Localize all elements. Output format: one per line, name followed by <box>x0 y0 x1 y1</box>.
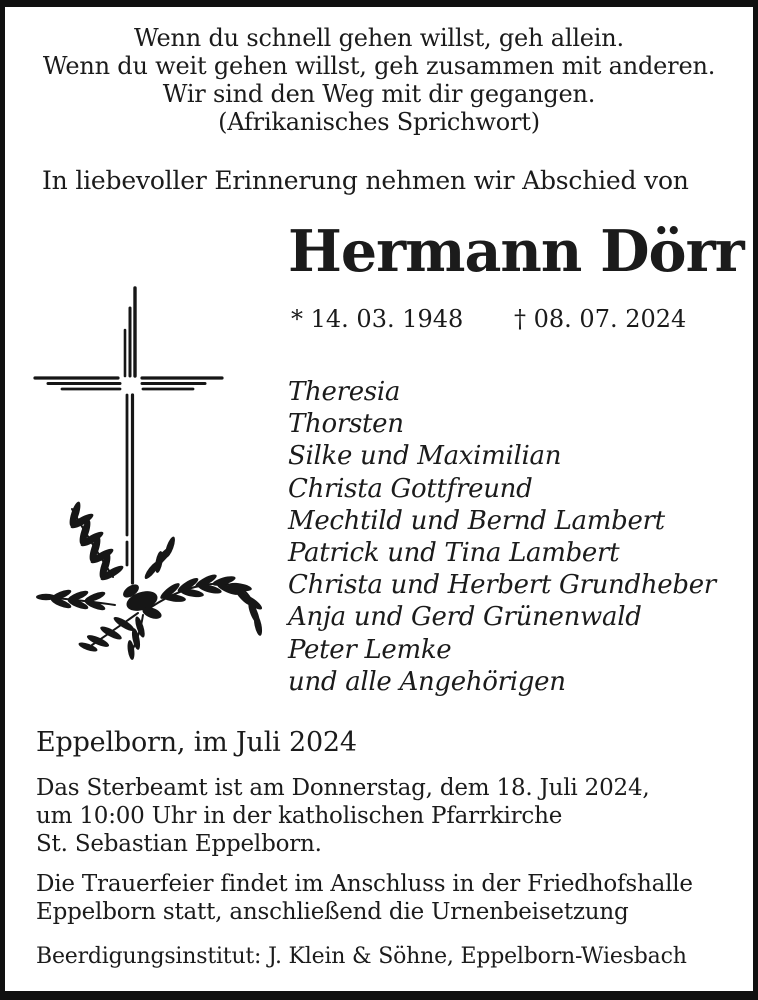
proverb-line: Wenn du schnell gehen willst, geh allein. <box>134 24 624 52</box>
intro-text: In liebevoller Erinnerung nehmen wir Abschied von <box>42 166 689 195</box>
life-dates <box>291 305 731 335</box>
mourner-line: Theresia <box>288 377 401 407</box>
mourner-line: Christa Gottfreund <box>288 473 533 504</box>
funeral-info <box>36 870 693 926</box>
cross-wheat-icon <box>28 283 263 668</box>
place-and-date: Eppelborn, im Juli 2024 <box>36 727 357 758</box>
mourner-line: Anja und Gerd Grünenwald <box>288 602 642 633</box>
proverb-block <box>0 24 758 136</box>
mourner-line: Patrick und Tina Lambert <box>288 538 620 569</box>
mourner-line: Peter Lemke <box>288 634 452 665</box>
undertaker-info: Beerdigungsinstitut: J. Klein & Söhne, Eppelborn-Wiesbach <box>36 944 687 969</box>
service-line: Das Sterbeamt ist am Donnerstag, dem 18. Juli 2024, <box>36 775 650 801</box>
proverb-line: Wenn du weit gehen willst, geh zusammen mit anderen. <box>42 52 716 80</box>
mourners-list <box>288 376 716 698</box>
funeral-line: Eppelborn statt, anschließend die Urnenbeisetzung <box>36 899 629 925</box>
mourner-line: Thorsten <box>288 409 404 440</box>
birth-date: * 14. 03. 1948 <box>291 305 464 333</box>
service-line: St. Sebastian Eppelborn. <box>36 831 322 857</box>
proverb-line: Wir sind den Weg mit dir gegangen. <box>162 80 596 108</box>
mourner-line: Mechtild und Bernd Lambert <box>288 505 665 536</box>
mourner-line: Silke und Maximilian <box>288 441 562 472</box>
death-date: † 08. 07. 2024 <box>514 305 687 333</box>
proverb-attribution: (Afrikanisches Sprichwort) <box>218 108 540 136</box>
service-line: um 10:00 Uhr in der katholischen Pfarrkirche <box>36 803 563 829</box>
deceased-name: Hermann Dörr <box>288 218 744 285</box>
mourner-line: Christa und Herbert Grundheber <box>288 570 716 601</box>
service-info <box>36 774 650 858</box>
mourner-line: und alle Angehörigen <box>288 666 566 697</box>
funeral-line: Die Trauerfeier findet im Anschluss in der Friedhofshalle <box>36 871 693 897</box>
